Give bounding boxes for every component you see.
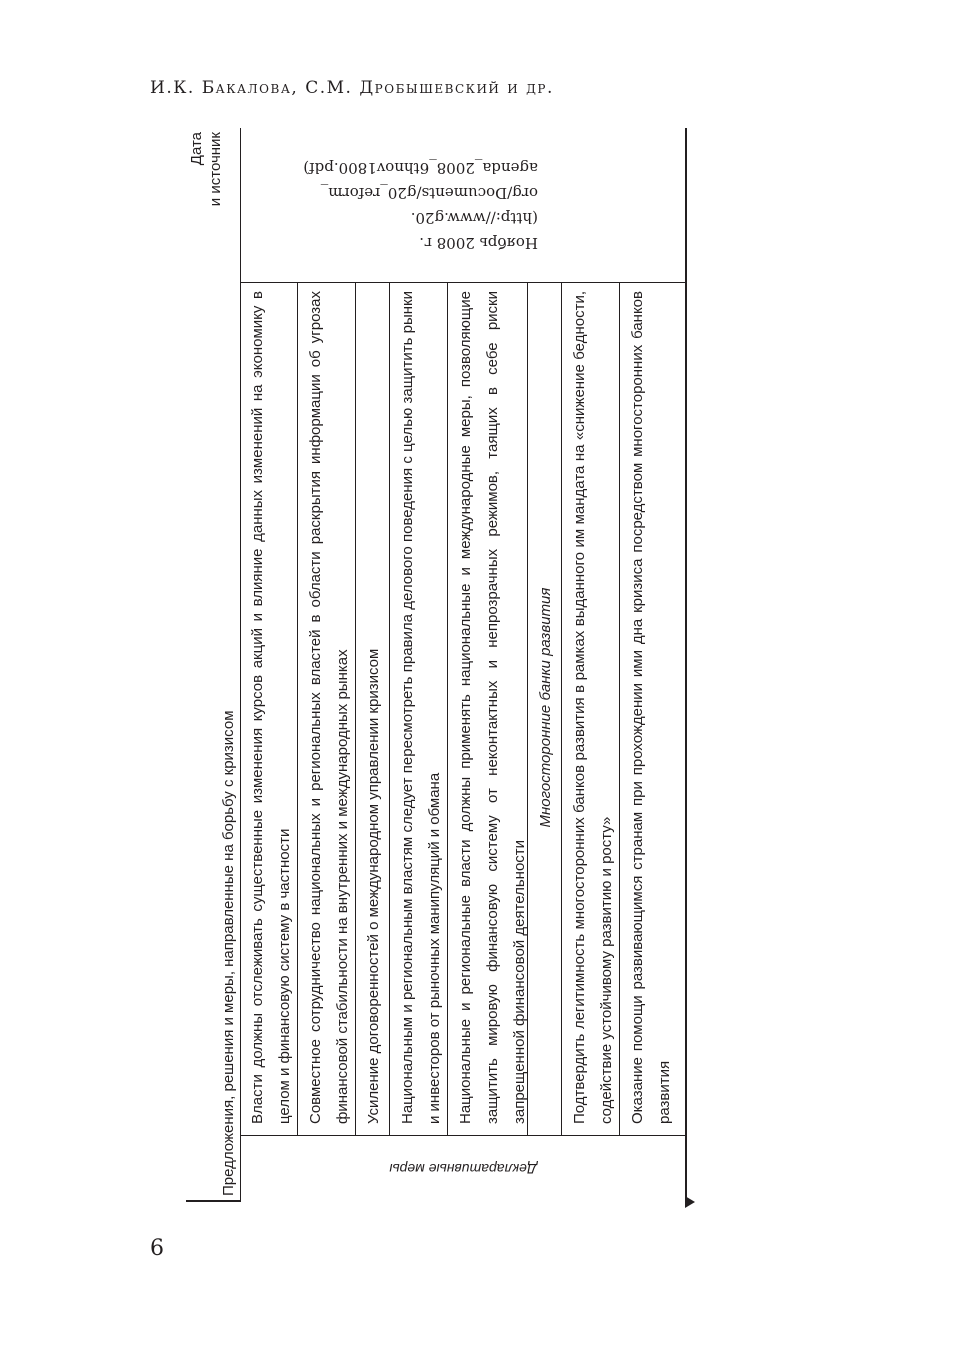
group-label-cell [240,1135,685,1202]
header-source: и источник [206,132,224,207]
table-row: Усиление договоренностей о международном управлении кризисом [356,283,390,1136]
header-date: Дата [188,132,205,166]
page-number: 6 [150,1236,164,1261]
source-line: Ноябрь 2008 г. (http://www.g20. [410,209,538,253]
measures-column [240,282,685,1136]
arrow-marker-icon [685,1196,695,1208]
table-subheading: Многосторонние банки развития [528,283,562,1136]
source-text [302,156,538,256]
table-row: Национальные и региональные власти должны применять национальные и международные меры, позволяющие защитить мировую финансовую систему от неконтактных и непрозрачных режимов, таящих в себе риски запрещенной финансовой деятельности [448,283,528,1136]
running-head: И.К. Бакалова, С.М. Дробышевский и др. [150,78,554,98]
table-body [240,128,685,1202]
table-header [186,128,241,1202]
header-date-source [188,132,226,206]
table-row: Совместное сотрудничество национальных и региональных властей в области раскрытия информации об угрозах финансовой стабильности на внутренних и международных рынках [298,283,356,1136]
table-row: Подтвердить легитимность многосторонних банков развития в рамках выданного им мандата на «снижение бедности, содействие устойчивому развитию и росту» [562,283,620,1136]
table-row: Национальным и региональным властям следует пересмотреть правила делового поведения с целью защитить рынки и инвесторов от рыночных манипуляций и обмана [390,283,448,1136]
table-row: Оказание помощи развивающимся странам при прохождении ими дна кризиса посредством многосторонних банков развития [629,291,673,1124]
source-line: org/Documents/g20_reform_ [320,184,538,203]
table-row: Власти должны отслеживать существенные изменения курсов акций и влияние данных изменений на экономику в целом и финансовую систему в частности [240,283,298,1136]
rotated-table [186,128,686,1202]
group-label: Декларативные меры [388,1161,537,1177]
source-line: agenda_2008_6thnov1800.pdf) [302,159,538,178]
header-measures: Предложения, решения и меры, направленные на борьбу с кризисом [220,710,237,1196]
source-cell [240,128,685,283]
table-bottom-rule [685,128,687,1202]
